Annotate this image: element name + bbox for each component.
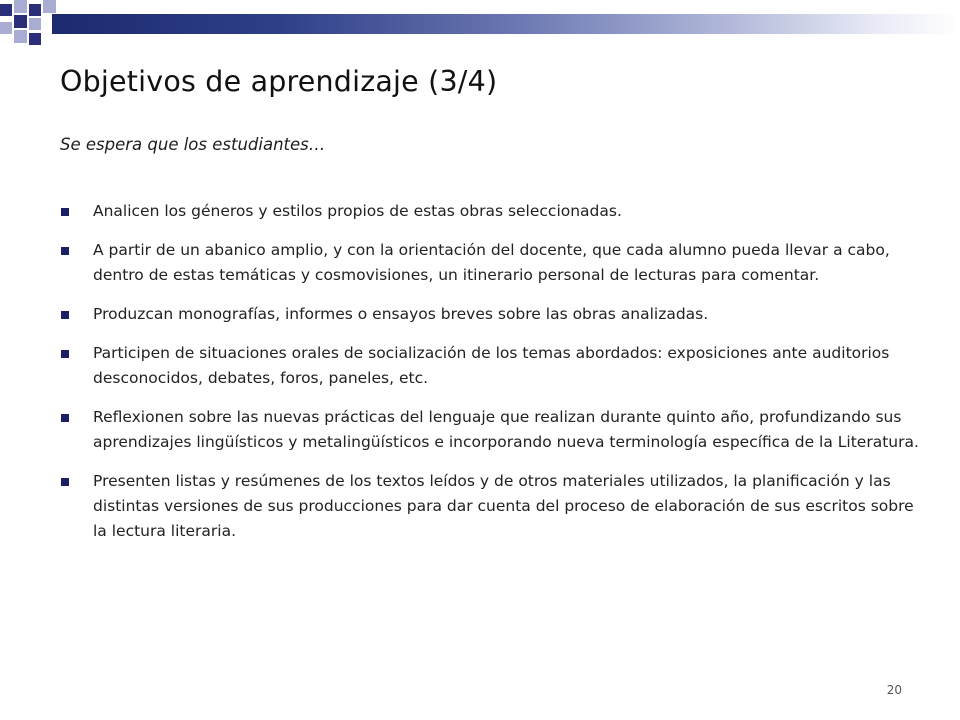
- bullet-text: Produzcan monografías, informes o ensayos breves sobre las obras analizadas.: [93, 305, 709, 323]
- list-item: [60, 405, 920, 455]
- page-number: 20: [886, 683, 902, 697]
- square-bullet-icon: [61, 478, 69, 486]
- objectives-list: [60, 199, 920, 558]
- header-gradient-bar: [52, 14, 960, 34]
- square-bullet-icon: [61, 311, 69, 319]
- deco-square-2: [14, 0, 27, 13]
- list-item: [60, 302, 920, 327]
- deco-square-8: [29, 33, 41, 45]
- bullet-text: Participen de situaciones orales de socialización de los temas abordados: exposiciones ante auditorios desconocidos, debates, foros, paneles, etc.: [93, 344, 890, 387]
- deco-square-6: [29, 18, 41, 30]
- deco-square-7: [14, 30, 27, 43]
- bullet-text: Analicen los géneros y estilos propios de estas obras seleccionadas.: [93, 202, 622, 220]
- list-item: [60, 469, 920, 544]
- deco-square-5: [14, 15, 27, 28]
- square-bullet-icon: [61, 414, 69, 422]
- list-item: [60, 199, 920, 224]
- bullet-text: Presenten listas y resúmenes de los textos leídos y de otros materiales utilizados, la planificación y las distintas versiones de sus producciones para dar cuenta del proceso de elaboración de sus escritos sobre la lectura literaria.: [93, 472, 914, 540]
- slide-title: Objetivos de aprendizaje (3/4): [60, 65, 498, 98]
- slide-subtitle: Se espera que los estudiantes…: [60, 135, 326, 154]
- deco-square-1: [0, 4, 12, 16]
- list-item: [60, 238, 920, 288]
- deco-square-4: [43, 0, 56, 13]
- deco-square-9: [0, 22, 12, 34]
- bullet-text: Reflexionen sobre las nuevas prácticas del lenguaje que realizan durante quinto año, profundizando sus aprendizajes lingüísticos y metalingüísticos e incorporando nueva terminología específica de la Literatura.: [93, 408, 919, 451]
- square-bullet-icon: [61, 247, 69, 255]
- bullet-text: A partir de un abanico amplio, y con la orientación del docente, que cada alumno pueda llevar a cabo, dentro de estas temáticas y cosmovisiones, un itinerario personal de lecturas para comentar.: [93, 241, 890, 284]
- deco-square-3: [29, 4, 41, 16]
- square-bullet-icon: [61, 350, 69, 358]
- square-bullet-icon: [61, 208, 69, 216]
- list-item: [60, 341, 920, 391]
